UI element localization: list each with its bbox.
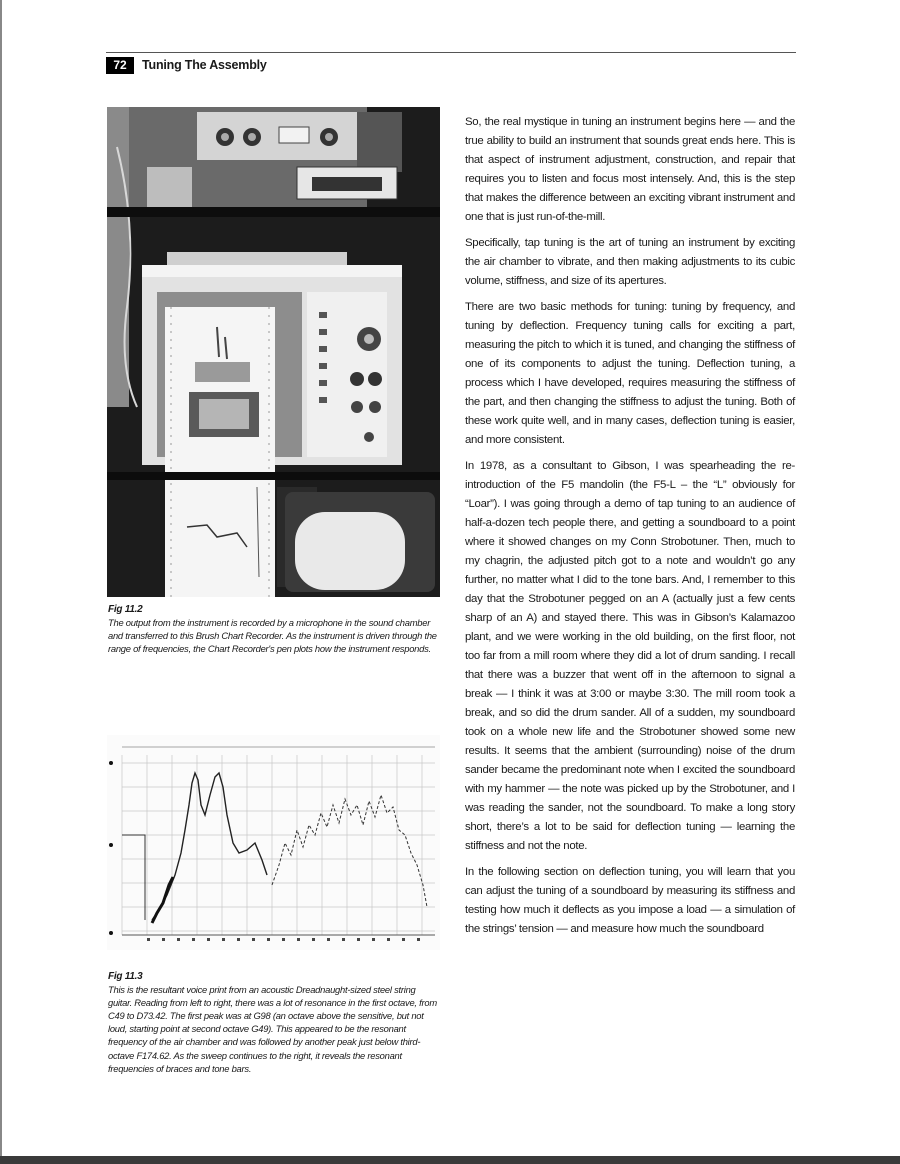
figure-11-3-caption-text: This is the resultant voice print from an acoustic Dreadnaught-sized steel string guitar. Reading from left to right, there was a lot of resonance in the first octave, from C49 to D73.42. The first peak was at G98 (an octave above the sensitive, but not loud, starting point at second octave G49). This appeared to be the resonant frequency of the air chamber and was followed by another peak just below third-octave F174.62. As the sweep continues to the right, it reveals the resonant frequencies of braces and tone bars. xyxy=(108,984,437,1074)
body-paragraph: There are two basic methods for tuning: tuning by frequency, and tuning by deflection. Frequency tuning calls for exciting a part, measuring the pitch to which it is tuned, and changing the stiffness of one of its components to adjust the tuning. Deflection tuning, a process which I have developed, requires measuring the stiffness of the part, and then changing the stiffness to adjust the tuning. Both of these work quite well, and in many cases, deflection tuning is easier, and more consistent. xyxy=(465,301,795,446)
page-edge xyxy=(0,0,2,1164)
figure-11-2-caption xyxy=(108,603,440,655)
bottom-edge-bar xyxy=(0,1156,900,1164)
voice-print-drawing xyxy=(107,735,440,950)
chart-recorder-photo xyxy=(107,107,440,597)
figure-11-2-caption-text: The output from the instrument is recorded by a microphone in the sound chamber and transferred to this Brush Chart Recorder. As the instrument is driven through the range of frequencies, the Chart Recorder's pen plots how the instrument responds. xyxy=(108,617,437,655)
running-title: Tuning The Assembly xyxy=(142,58,267,72)
body-paragraph: In 1978, as a consultant to Gibson, I was spearheading the re-introduction of the F5 mandolin (the F5-L – the “L” obviously for “Loar”). I was going through a demo of tap tuning to an audience of half-a-dozen tech people there, and getting a soundboard to a point where it showed changes on my Conn Strobotuner. Then, much to my chagrin, the adjusted pitch got to a note and wouldn’t go any further, no matter what I did to the tone bars. And, I remember to this day that the Strobotuner pegged on an A (actually just a few cents sharp of an A) and stayed there. This was in Gibson’s Kalamazoo plant, and we were working in the old building, on the first floor, not too far from a mill room where they did a lot of drum sanding. I recall that there was a buzzer that went off in the afternoon to signal a break — I think it was at 3:00 or maybe 3:30. The mill room took a break, and so did the drum sander. All of a sudden, my soundboard took on a whole new life and the Strobotuner showed some new results. It seems that the ambient (surrounding) noise of the drum sander became the predominant note when I excited the soundboard with my hammer — the note was picked up by the Strobotuner, and I was reading the sander, not the soundboard. To make a long story short, there’s a lot to be said for deflection tuning — learning the stiffness and not the note. xyxy=(465,460,795,852)
figure-11-3-caption xyxy=(108,970,440,1075)
voice-print-graph xyxy=(107,735,440,950)
figure-11-3-label: Fig 11.3 xyxy=(108,971,143,982)
figure-11-2-label: Fig 11.2 xyxy=(108,604,143,615)
body-paragraph: So, the real mystique in tuning an instrument begins here — and the true ability to build an instrument that sounds great ends here. This is that aspect of instrument adjustment, construction, and repair that requires you to listen and focus most intensely. And, this is the step that makes the difference between an exciting vibrant instrument and one that is just run-of-the-mill. xyxy=(465,116,795,223)
body-text-column xyxy=(465,113,795,946)
page-number: 72 xyxy=(106,57,134,74)
body-paragraph: In the following section on deflection tuning, you will learn that you can adjust the tuning of a soundboard by measuring its stiffness and testing how much it deflects as you impose a load — a simulation of the strings’ tension — and measure how much the soundboard xyxy=(465,866,795,935)
chart-recorder-photo-drawing xyxy=(107,107,440,597)
header-rule xyxy=(106,52,796,53)
body-paragraph: Specifically, tap tuning is the art of tuning an instrument by exciting the air chamber to vibrate, and then making adjustments to its cubic volume, stiffness, and size of its apertures. xyxy=(465,237,795,287)
